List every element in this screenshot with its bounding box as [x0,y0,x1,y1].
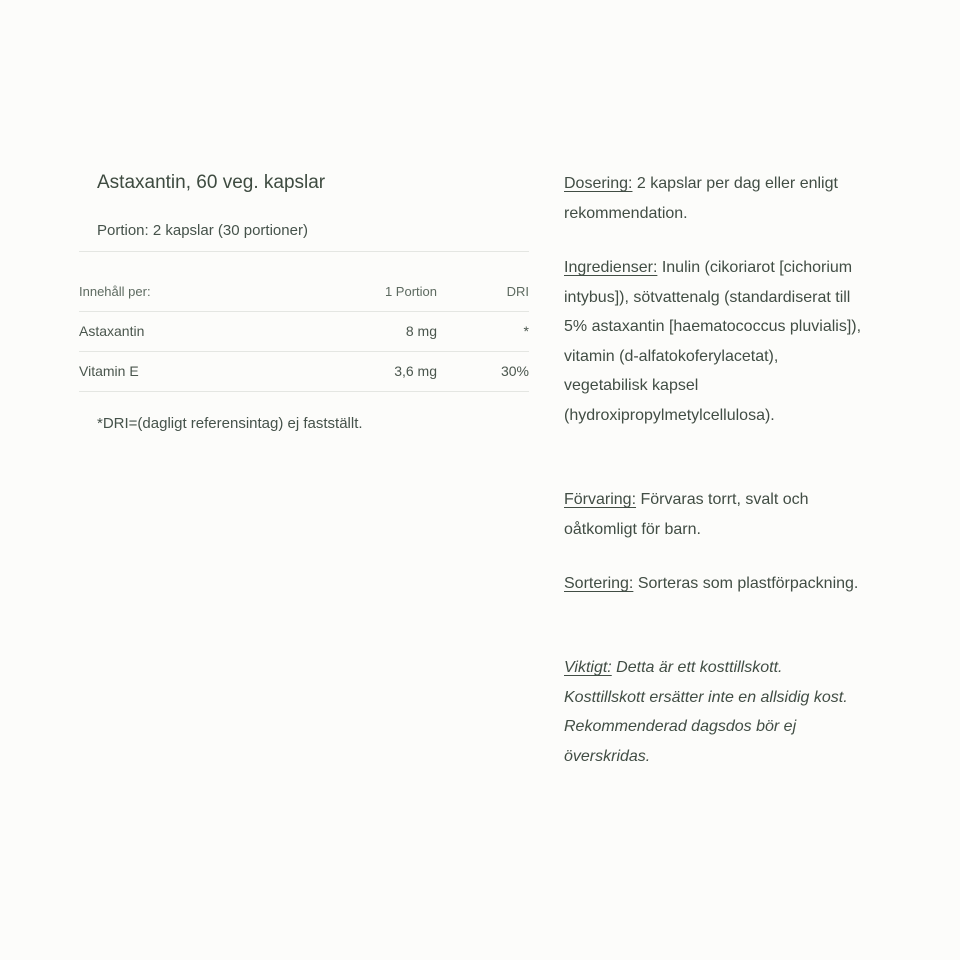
table-divider [79,251,529,252]
nutrient-dri: 30% [500,363,529,379]
dosage-text: 2 kapslar per dag eller enligt rekommendation. [564,175,838,222]
ingredients-text: Inulin (cikoriarot [cichorium intybus]), sötvattenalg (standardiserat till 5% astaxantin [haematococcus pluvialis]), vitamin (d-alfatokoferylacetat), vegetabilisk kapsel (hydroxipropylmetylcellulosa). [564,259,862,424]
nutrient-amount: 3,6 mg [394,363,437,379]
nutrient-amount: 8 mg [405,323,437,339]
storage-label: Förvaring: [564,491,637,508]
column-header-content: Innehåll per: [79,284,151,299]
table-divider [79,311,529,312]
sorting-label: Sortering: [564,575,634,592]
table-row [79,323,529,343]
important-text: Detta är ett kosttillskott. Kosttillskott ersätter inte en allsidig kost. Rekommenderad dagsdos bör ej överskridas. [564,659,848,765]
nutrient-name: Vitamin E [79,363,139,379]
column-header-portion: 1 Portion [384,284,437,299]
dri-footnote: *DRI=(dagligt referensintag) ej fastställt. [97,415,363,432]
dosage-section [564,169,864,228]
important-label: Viktigt: [564,659,612,676]
ingredients-section [564,253,864,431]
nutrient-dri: * [523,323,529,339]
column-header-dri: DRI [506,284,529,299]
table-row [79,363,529,383]
table-divider [79,391,529,392]
nutrient-name: Astaxantin [79,323,145,339]
storage-text: Förvaras torrt, svalt och oåtkomligt för barn. [564,491,809,538]
nutrition-table-header [79,284,529,304]
important-section [564,653,864,771]
storage-section [564,485,864,544]
portion-info: Portion: 2 kapslar (30 portioner) [97,222,308,239]
product-title: Astaxantin, 60 veg. kapslar [97,172,326,193]
ingredients-label: Ingredienser: [564,259,658,276]
sorting-section [564,569,864,599]
dosage-label: Dosering: [564,175,633,192]
sorting-text: Sorteras som plastförpackning. [633,575,859,592]
table-divider [79,351,529,352]
